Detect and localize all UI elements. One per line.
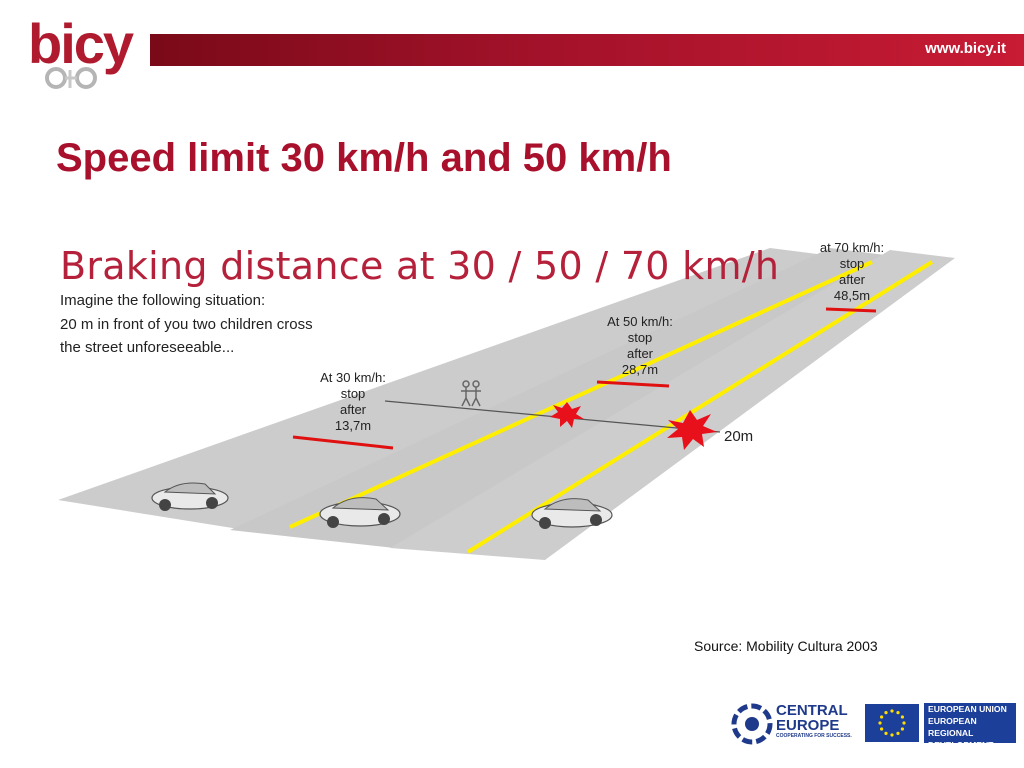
eu-fund-text (924, 703, 1016, 762)
bicy-logo-text: bicy (28, 12, 133, 75)
distance-marker-20m: 20m (724, 428, 754, 445)
label-30kmh-distance: 13,7m (334, 418, 372, 433)
label-50kmh-after: after (626, 346, 653, 361)
central-europe-logo-icon (730, 702, 774, 746)
figure-title: Braking distance at 30 / 50 / 70 km/h (60, 244, 780, 288)
figure-intro-line-1: Imagine the following situation: (60, 292, 266, 309)
central-europe-line-2: EUROPE (776, 717, 840, 734)
central-europe-text (776, 703, 852, 740)
label-70kmh (816, 240, 888, 304)
central-europe-line-1: CENTRAL (776, 702, 848, 719)
label-30kmh-speed: At 30 km/h: (320, 370, 386, 385)
figure-intro-line-2: 20 m in front of you two children cross (60, 316, 313, 333)
slide-title: Speed limit 30 km/h and 50 km/h (56, 136, 672, 180)
label-50kmh (604, 314, 676, 378)
label-70kmh-after: after (838, 272, 865, 287)
site-url-link[interactable]: www.bicy.it (925, 40, 1006, 57)
source-caption: Source: Mobility Cultura 2003 (694, 638, 878, 654)
eu-flag-icon (865, 704, 919, 742)
label-70kmh-speed: at 70 km/h: (819, 240, 885, 255)
eu-line-2: EUROPEAN REGIONAL (928, 716, 977, 738)
label-50kmh-speed: At 50 km/h: (607, 314, 673, 329)
label-30kmh (318, 370, 388, 434)
figure-intro-line-3: the street unforeseeable... (60, 339, 235, 356)
central-europe-tagline: COOPERATING FOR SUCCESS. (776, 733, 852, 739)
stop-line-70 (826, 309, 876, 311)
label-70kmh-distance: 48,5m (833, 288, 871, 303)
label-70kmh-stop: stop (839, 256, 865, 271)
label-50kmh-stop: stop (627, 330, 653, 345)
eu-line-3: DEVELOPMENT FUND (928, 740, 994, 762)
eu-line-1: EUROPEAN UNION (928, 704, 1007, 714)
label-30kmh-stop: stop (340, 386, 366, 401)
label-50kmh-distance: 28,7m (621, 362, 659, 377)
label-30kmh-after: after (339, 402, 366, 417)
